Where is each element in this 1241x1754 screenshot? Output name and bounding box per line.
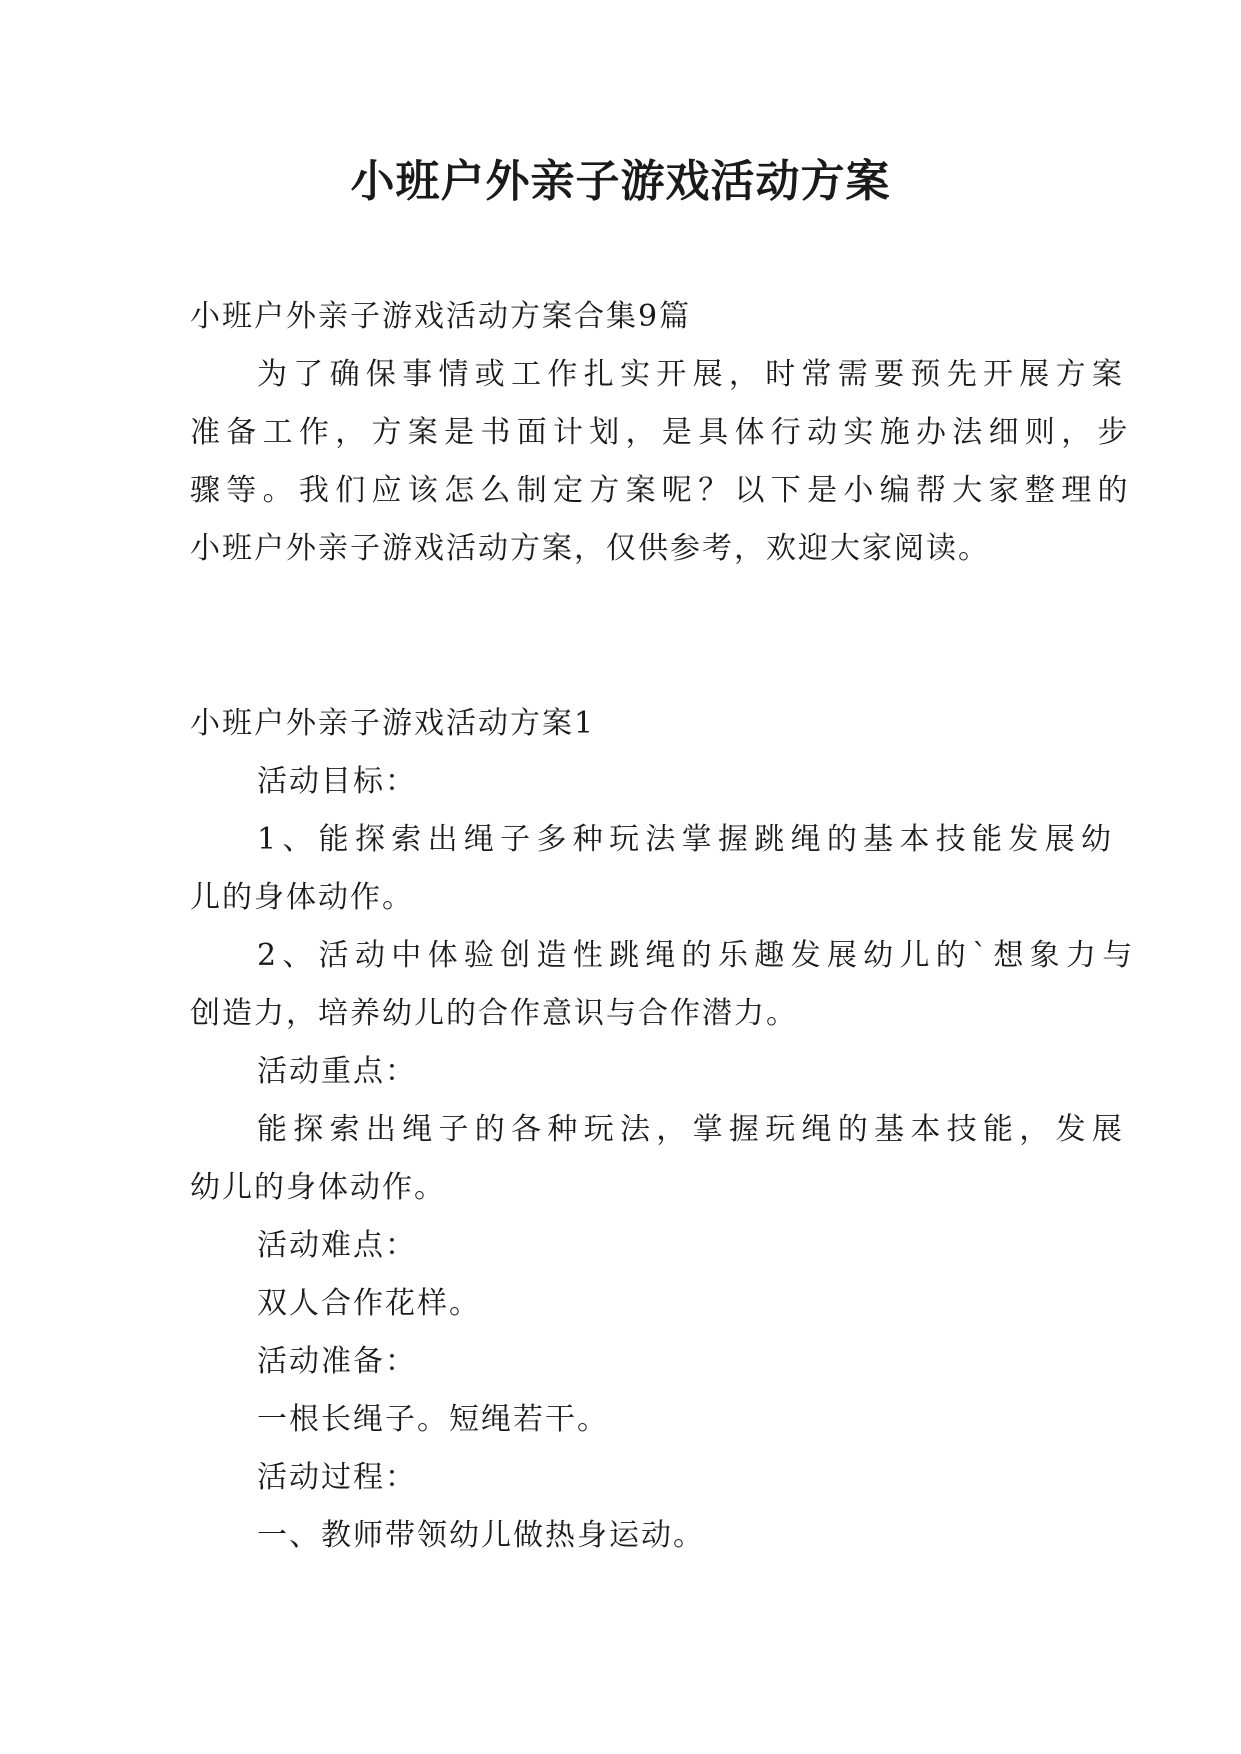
goal2-line: 2、活动中体验创造性跳绳的乐趣发展幼儿的`想象力与 [257, 938, 1139, 973]
plan1-heading: 小班户外亲子游戏活动方案1 [190, 706, 596, 741]
collection-heading: 小班户外亲子游戏活动方案合集9篇 [190, 299, 692, 334]
key-label: 活动重点： [257, 1054, 417, 1089]
plan1-section [190, 695, 1139, 1565]
prep-text: 一根长绳子。短绳若干。 [257, 1402, 609, 1437]
intro-line: 骤等。我们应该怎么制定方案呢？以下是小编帮大家整理的 [190, 473, 1134, 508]
prep-label: 活动准备： [257, 1344, 417, 1379]
process-label: 活动过程： [257, 1460, 417, 1495]
difficulty-label: 活动难点： [257, 1228, 417, 1263]
goal1-line: 1、能探索出绳子多种玩法掌握跳绳的基本技能发展幼 [257, 822, 1118, 857]
document-title: 小班户外亲子游戏活动方案 [350, 156, 891, 207]
goal2-line: 创造力，培养幼儿的合作意识与合作潜力。 [190, 996, 798, 1031]
intro-line: 为了确保事情或工作扎实开展，时常需要预先开展方案 [257, 357, 1129, 392]
key-line: 能探索出绳子的各种玩法，掌握玩绳的基本技能，发展 [257, 1112, 1129, 1147]
goal1-line: 儿的身体动作。 [190, 880, 414, 915]
intro-section [190, 288, 1134, 578]
difficulty-text: 双人合作花样。 [257, 1286, 481, 1321]
intro-line: 小班户外亲子游戏活动方案，仅供参考，欢迎大家阅读。 [190, 531, 990, 566]
key-line: 幼儿的身体动作。 [190, 1170, 446, 1205]
process-step: 一、教师带领幼儿做热身运动。 [257, 1518, 705, 1553]
intro-line: 准备工作，方案是书面计划，是具体行动实施办法细则，步 [190, 415, 1134, 450]
goal-label: 活动目标： [257, 764, 417, 799]
